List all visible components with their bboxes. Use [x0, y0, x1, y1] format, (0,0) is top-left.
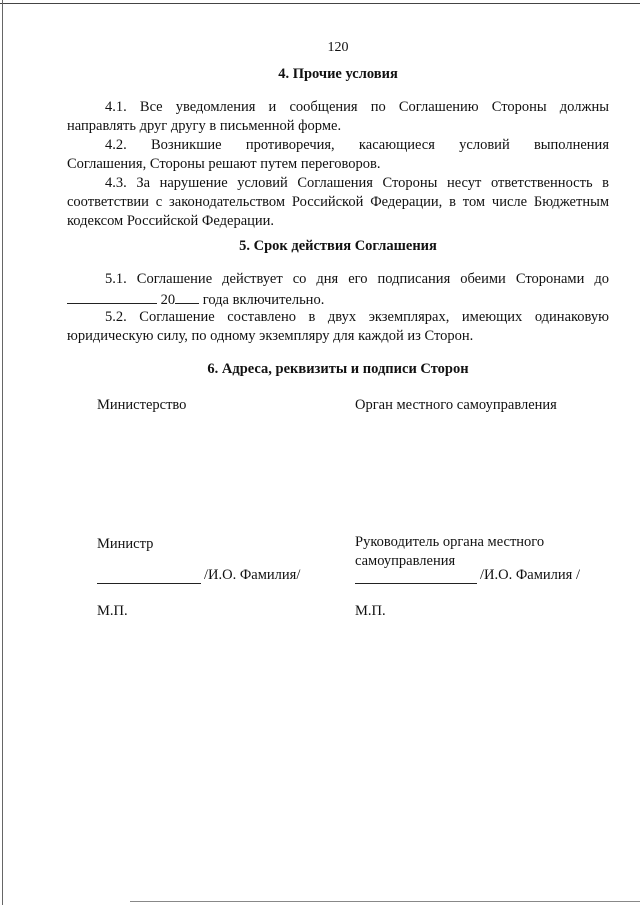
- clause-5-2-line-2: юридическую силу, по одному экземпляру для каждой из Сторон.: [67, 328, 474, 344]
- clause-4-3-line-1: 4.3. За нарушение условий Соглашения Стороны несут ответственность в: [105, 175, 609, 191]
- right-name-placeholder: /И.О. Фамилия /: [480, 567, 580, 583]
- clause-4-1-line-2: направлять друг другу в письменной форме.: [67, 118, 342, 134]
- right-party-name: Орган местного самоуправления: [355, 397, 557, 413]
- date-blank: [67, 289, 157, 304]
- left-signer-title: Министр: [97, 536, 154, 552]
- right-signature-line: [355, 582, 477, 584]
- clause-5-1: [67, 270, 609, 310]
- left-signature-line: [97, 582, 201, 584]
- section-4-heading: 4. Прочие условия: [278, 66, 398, 82]
- clause-5-1-line-2: [67, 289, 609, 310]
- year-prefix: 20: [160, 292, 176, 308]
- right-signer-title-line-2: самоуправления: [355, 553, 456, 569]
- clause-4-1: [67, 98, 609, 136]
- page-edge-left: [2, 0, 3, 905]
- clause-4-2-line-2: Соглашения, Стороны решают путем переговоров.: [67, 156, 381, 172]
- clause-5-2: [67, 308, 609, 346]
- left-party-name: Министерство: [97, 397, 187, 413]
- clause-4-2-line-1: 4.2. Возникшие противоречия, касающиеся условий выполнения: [105, 137, 609, 153]
- clause-4-2: [67, 136, 609, 174]
- clause-5-1-line-2-rest: года включительно.: [202, 292, 325, 308]
- page-edge-top: [0, 3, 640, 4]
- clause-5-2-line-1: 5.2. Соглашение составлено в двух экземплярах, имеющих одинаковую: [105, 309, 609, 325]
- clause-4-1-line-1: 4.1. Все уведомления и сообщения по Соглашению Стороны должны: [105, 99, 609, 115]
- right-signer-title-line-1: Руководитель органа местного: [355, 534, 545, 550]
- left-stamp-label: М.П.: [97, 603, 128, 619]
- section-5-heading: 5. Срок действия Соглашения: [239, 238, 437, 254]
- clause-4-3-line-2: соответствии с законодательством Российской Федерации, в том числе Бюджетным: [67, 194, 609, 210]
- page-edge-bottom: [130, 901, 640, 902]
- clause-5-1-line-1: 5.1. Соглашение действует со дня его подписания обеими Сторонами до: [105, 271, 609, 287]
- year-blank: [175, 289, 199, 304]
- section-6-heading: 6. Адреса, реквизиты и подписи Сторон: [207, 361, 469, 377]
- left-name-placeholder: /И.О. Фамилия/: [204, 567, 301, 583]
- right-stamp-label: М.П.: [355, 603, 386, 619]
- clause-4-3-line-3: кодексом Российской Федерации.: [67, 213, 275, 229]
- clause-4-3: [67, 174, 609, 231]
- page-number: 120: [327, 40, 349, 55]
